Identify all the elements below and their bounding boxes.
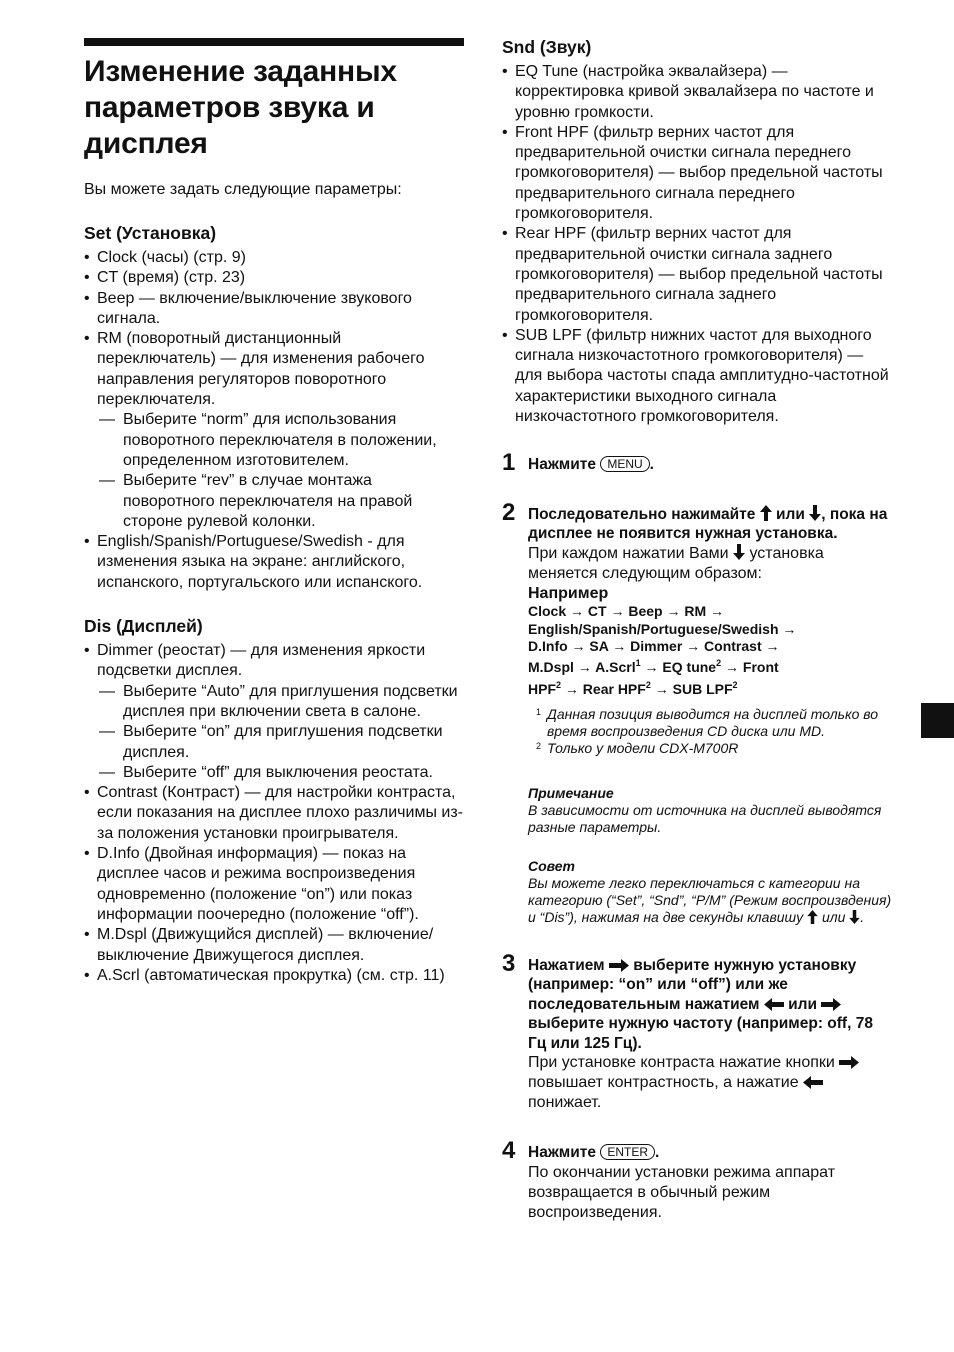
footnote-ref: 2 <box>732 679 738 690</box>
tip-text-a: Вы можете легко переключаться с категории на категорию (“Set”, “Snd”, “P/M” (Режим воспроизвдения) и “Dis”), нажимая на две секунды клавишу <box>528 874 892 925</box>
footnote-ref: 1 <box>635 658 641 669</box>
set-list <box>84 248 464 593</box>
step-3-body-c: понижает. <box>528 1094 602 1112</box>
section-tab-marker <box>921 703 954 738</box>
down-arrow-icon <box>849 910 860 924</box>
enter-key: ENTER <box>600 1144 655 1160</box>
step-number: 1 <box>502 449 516 477</box>
list-item: • Contrast (Контраст) — для настройки контраста, если показания на дисплее плохо различимы из-за положения установки проигрывателя. <box>84 783 464 844</box>
right-arrow-icon <box>821 998 841 1011</box>
footnote-1-text: Данная позиция выводится на дисплей только во время воспроизведения CD диска или MD. <box>547 705 879 739</box>
note-heading: Примечание <box>528 784 614 801</box>
footnote-1 <box>528 706 892 740</box>
note-text: В зависимости от источника на дисплей выводятся разные параметры. <box>528 801 882 835</box>
step-3-d: выберите нужную частоту (например: off, 78 Гц или 125 Гц). <box>528 1015 873 1052</box>
step-3 <box>502 949 892 1114</box>
dimmer-sub-off: — Выберите “off” для выключения реостата. <box>97 763 464 783</box>
up-arrow-icon <box>760 505 772 521</box>
down-arrow-icon <box>809 505 821 521</box>
snd-heading: Snd (Звук) <box>502 37 592 57</box>
footnote-mark: 1 <box>536 706 542 717</box>
dimmer-sub-auto: — Выберите “Auto” для приглушения подсветки дисплея при включении света в салоне. <box>97 682 464 723</box>
step-4-text: Нажмите <box>528 1144 597 1162</box>
step-2-bold-c: , пока на дисплее не появится нужная установка. <box>528 505 888 543</box>
seq-5b: → Rear HPF <box>564 680 646 697</box>
list-item: • Rear HPF (фильтр верних частот для предварительной очистки сигнала заднего громкоговорителя) — выбор предельной частоты предварительного сигнала заднего громкоговорителя. <box>502 224 892 325</box>
step-2-body-b: установка меняется следующим образом: <box>528 544 824 582</box>
step-2-body-a: При каждом нажатии Вами <box>528 544 729 562</box>
seq-4b: → EQ tune <box>644 659 717 676</box>
step-4: 4 Нажмите ENTER . По окончании установки режима аппарат возвращается в обычный режим воспроизведения. <box>502 1143 892 1223</box>
step-3-b: выберите нужную установку (например: “on” или “off”) или же последовательным нажатием <box>528 956 857 1013</box>
rm-text: RM (поворотный дистанционный переключатель) — для изменения рабочего направления регуляторов поворотного переключателя. <box>97 330 425 409</box>
list-item: • Front HPF (фильтр верних частот для предварительной очистки сигнала переднего громкоговорителя) — выбор предельной частоты предварительного сигнала переднего громкоговорителя. <box>502 123 892 224</box>
rm-sub-norm: — Выберите “norm” для использования поворотного переключателя в положении, определенном изготовителем. <box>97 410 464 471</box>
down-arrow-icon <box>733 544 745 560</box>
list-item: • CT (время) (стр. 23) <box>84 268 464 288</box>
title-rule <box>84 38 464 46</box>
left-arrow-icon <box>803 1076 823 1089</box>
step-1-text: Нажмите <box>528 456 597 474</box>
step-2-bold-b: или <box>776 505 805 523</box>
list-item: • D.Info (Двойная информация) — показ на дисплее часов и режима воспроизведения одновременно (положение “on”) или показ информации поочередно (положение “off”). <box>84 844 464 925</box>
step-number: 3 <box>502 949 516 977</box>
step-number: 2 <box>502 498 516 526</box>
intro-text: Вы можете задать следующие параметры: <box>84 181 402 198</box>
step-3-body-b: повышает контрастность, а нажатие <box>528 1074 799 1092</box>
footnote-2 <box>528 740 892 757</box>
snd-list <box>502 62 892 427</box>
footnote-ref: 2 <box>716 658 722 669</box>
list-item: • M.Dspl (Движущийся дисплей) — включение/выключение Движущегося дисплея. <box>84 925 464 966</box>
list-item: • English/Spanish/Portuguese/Swedish - для изменения языка на экране: английского, испанского, португальского или испанского. <box>84 532 464 593</box>
seq-4a: M.Dspl → A.Scrl <box>528 659 636 676</box>
dis-heading: Dis (Дисплей) <box>84 616 203 637</box>
left-arrow-icon <box>764 998 784 1011</box>
seq-5c: → SUB LPF <box>654 680 733 697</box>
right-arrow-icon <box>839 1056 859 1069</box>
footnote-ref: 2 <box>645 679 651 690</box>
footnote-ref: 2 <box>556 679 562 690</box>
step-2 <box>502 498 892 926</box>
step-3-a: Нажатием <box>528 956 605 974</box>
list-item: • A.Scrl (автоматическая прокрутка) (см. стр. 11) <box>84 966 464 986</box>
tip-heading: Совет <box>528 857 576 874</box>
up-arrow-icon <box>807 910 818 924</box>
right-arrow-icon <box>609 959 629 972</box>
step-4-body: По окончании установки режима аппарат возвращается в обычный режим воспроизведения. <box>528 1163 836 1221</box>
list-item: • Beep — включение/выключение звукового сигнала. <box>84 289 464 330</box>
seq-5a: HPF <box>528 680 556 697</box>
step-2-bold-a: Последовательно нажимайте <box>528 505 756 523</box>
step-3-c: или <box>788 995 818 1013</box>
left-column <box>84 38 464 986</box>
rm-sub-rev: — Выберите “rev” в случае монтажа поворотного переключателя на правой стороне рулевой колонки. <box>97 471 464 532</box>
dimmer-text: Dimmer (реостат) — для изменения яркости подсветки дисплея. <box>97 642 426 680</box>
tip-text: Вы можете легко переключаться с категории на категорию (“Set”, “Snd”, “P/M” (Режим воспроизвдения) и “Dis”), нажимая на две секунды клавишу или . <box>528 874 892 925</box>
sequence-line-4 <box>528 655 892 676</box>
page-title: Изменение заданных параметров звука и дисплея <box>84 55 397 160</box>
sequence-line-2: English/Spanish/Portuguese/Swedish → <box>528 620 797 637</box>
set-heading: Set (Установка) <box>84 223 217 243</box>
footnote-2-text: Только у модели CDX-M700R <box>547 739 739 756</box>
list-item <box>84 329 464 532</box>
sequence-line-3: D.Info → SA → Dimmer → Contrast → <box>528 637 780 654</box>
step-number: 4 <box>502 1137 516 1165</box>
list-item <box>84 641 464 783</box>
list-item: • EQ Tune (настройка эквалайзера) — корректировка кривой эквалайзера по частоте и уровню громкости. <box>502 62 892 123</box>
tip-text-b: или <box>821 908 846 925</box>
list-item: • SUB LPF (фильтр нижних частот для выходного сигнала низкочастотного громкоговорителя) — для выбора частоты спада амплитудно-частотной характеристики выходного сигнала низкочастотного громкоговорителя. <box>502 326 892 427</box>
sequence-line-1: Clock → CT → Beep → RM → <box>528 603 725 620</box>
dis-list <box>84 641 464 986</box>
list-item: • Clock (часы) (стр. 9) <box>84 248 464 268</box>
example-label: Например <box>528 584 609 602</box>
step-3-body-a: При установке контраста нажатие кнопки <box>528 1054 835 1072</box>
dimmer-sub-on: — Выберите “on” для приглушения подсветки дисплея. <box>97 722 464 763</box>
footnote-mark: 2 <box>536 740 542 751</box>
seq-4c: → Front <box>725 659 779 676</box>
right-column <box>502 38 892 1223</box>
step-1: 1 Нажмите MENU . <box>502 449 654 477</box>
menu-key: MENU <box>600 456 649 472</box>
sequence-line-5 <box>528 677 892 698</box>
